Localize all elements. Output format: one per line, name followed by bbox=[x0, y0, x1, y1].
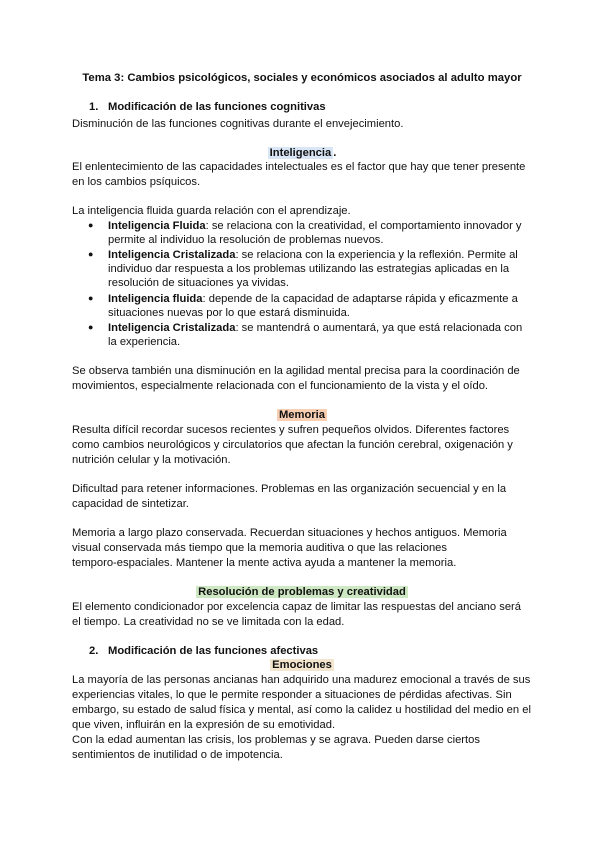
emociones-paragraph-1: embargo, su estado de salud física y mental, así como la calidez u hostilidad del medio en el bbox=[72, 704, 531, 716]
bullet-icon: ● bbox=[88, 220, 94, 230]
section-1-heading: Modificación de las funciones cognitivas bbox=[108, 101, 326, 113]
page-title: Tema 3: Cambios psicológicos, sociales y económicos asociados al adulto mayor bbox=[82, 72, 522, 84]
list-item-continuation: individuo dar respuesta a los problemas utilizando las estrategias aplicadas en la bbox=[108, 263, 510, 275]
emociones-paragraph-1: experiencias vitales, lo que le permite responder a situaciones de pérdidas afectivas. Sin bbox=[72, 689, 512, 701]
list-item-continuation: permite al individuo la resolución de problemas nuevos. bbox=[108, 234, 384, 246]
memoria-paragraph-3: Memoria a largo plazo conservada. Recuerdan situaciones y hechos antiguos. Memoria bbox=[72, 527, 507, 539]
emociones-paragraph-1: La mayoría de las personas ancianas han adquirido una madurez emocional a través de sus bbox=[72, 674, 531, 686]
memoria-paragraph-2: Dificultad para retener informaciones. Problemas en las organización secuencial y en la bbox=[72, 483, 507, 495]
bullet-icon: ● bbox=[88, 322, 94, 332]
list-item: Inteligencia Cristalizada: se relaciona con la experiencia y la reflexión. Permite al bbox=[108, 249, 518, 261]
inteligencia-heading: Inteligencia . bbox=[269, 147, 337, 159]
resolucion-heading: Resolución de problemas y creatividad bbox=[198, 586, 406, 598]
inteligencia-paragraph-3: Se observa también una disminución en la agilidad mental precisa para la coordinación de bbox=[72, 365, 520, 377]
memoria-paragraph-1: como cambios neurológicos y circulatorios que afectan la función cerebral, oxigenación y bbox=[72, 439, 513, 451]
memoria-paragraph-1: nutrición celular y la motivación. bbox=[72, 454, 231, 466]
inteligencia-paragraph-1: El enlentecimiento de las capacidades intelectuales es el factor que hay que tener presente bbox=[72, 161, 526, 173]
emociones-heading: Emociones bbox=[272, 659, 332, 671]
emociones-paragraph-1: que viven, influirán en la expresión de su emotividad. bbox=[72, 719, 336, 731]
section-2-number: 2. bbox=[89, 645, 99, 657]
inteligencia-paragraph-1: en los cambios psíquicos. bbox=[72, 176, 201, 188]
memoria-paragraph-2: capacidad de sintetizar. bbox=[72, 498, 189, 510]
list-item-continuation: la experiencia. bbox=[108, 336, 181, 348]
list-item: Inteligencia Fluida: se relaciona con la creatividad, el comportamiento innovador y bbox=[108, 220, 522, 232]
inteligencia-paragraph-3: movimientos, especialmente relacionada con el funcionamiento de la vista y el oído. bbox=[72, 380, 489, 392]
section-1-intro: Disminución de las funciones cognitivas durante el envejecimiento. bbox=[72, 118, 404, 130]
inteligencia-paragraph-2: La inteligencia fluida guarda relación con el aprendizaje. bbox=[72, 205, 351, 217]
section-2-heading: Modificación de las funciones afectivas bbox=[108, 645, 319, 657]
resolucion-paragraph: el tiempo. La creatividad no se ve limitada con la edad. bbox=[72, 616, 345, 628]
list-item: Inteligencia Cristalizada: se mantendrá o aumentará, ya que está relacionada con bbox=[108, 322, 523, 334]
emociones-paragraph-2: sentimientos de inutilidad o de impotencia. bbox=[72, 749, 283, 761]
bullet-icon: ● bbox=[88, 249, 94, 259]
resolucion-paragraph: El elemento condicionador por excelencia capaz de limitar las respuestas del anciano será bbox=[72, 601, 521, 613]
section-1-number: 1. bbox=[89, 101, 99, 113]
list-item: Inteligencia fluida: depende de la capacidad de adaptarse rápida y eficazmente a bbox=[108, 293, 518, 305]
bullet-icon: ● bbox=[88, 293, 94, 303]
list-item-continuation: situaciones nuevas por lo que estará disminuida. bbox=[108, 307, 350, 319]
memoria-paragraph-1: Resulta difícil recordar sucesos recientes y sufren pequeños olvidos. Diferentes factores bbox=[72, 424, 510, 436]
emociones-paragraph-2: Con la edad aumentan las crisis, los problemas y se agrava. Pueden darse ciertos bbox=[72, 734, 480, 746]
memoria-paragraph-3: visual conservada más tiempo que la memoria auditiva o que las relaciones bbox=[72, 542, 447, 554]
memoria-paragraph-3: temporo-espaciales. Mantener la mente activa ayuda a mantener la memoria. bbox=[72, 557, 457, 569]
list-item-continuation: resolución de situaciones ya vividas. bbox=[108, 277, 289, 289]
memoria-heading: Memoria bbox=[278, 409, 325, 421]
